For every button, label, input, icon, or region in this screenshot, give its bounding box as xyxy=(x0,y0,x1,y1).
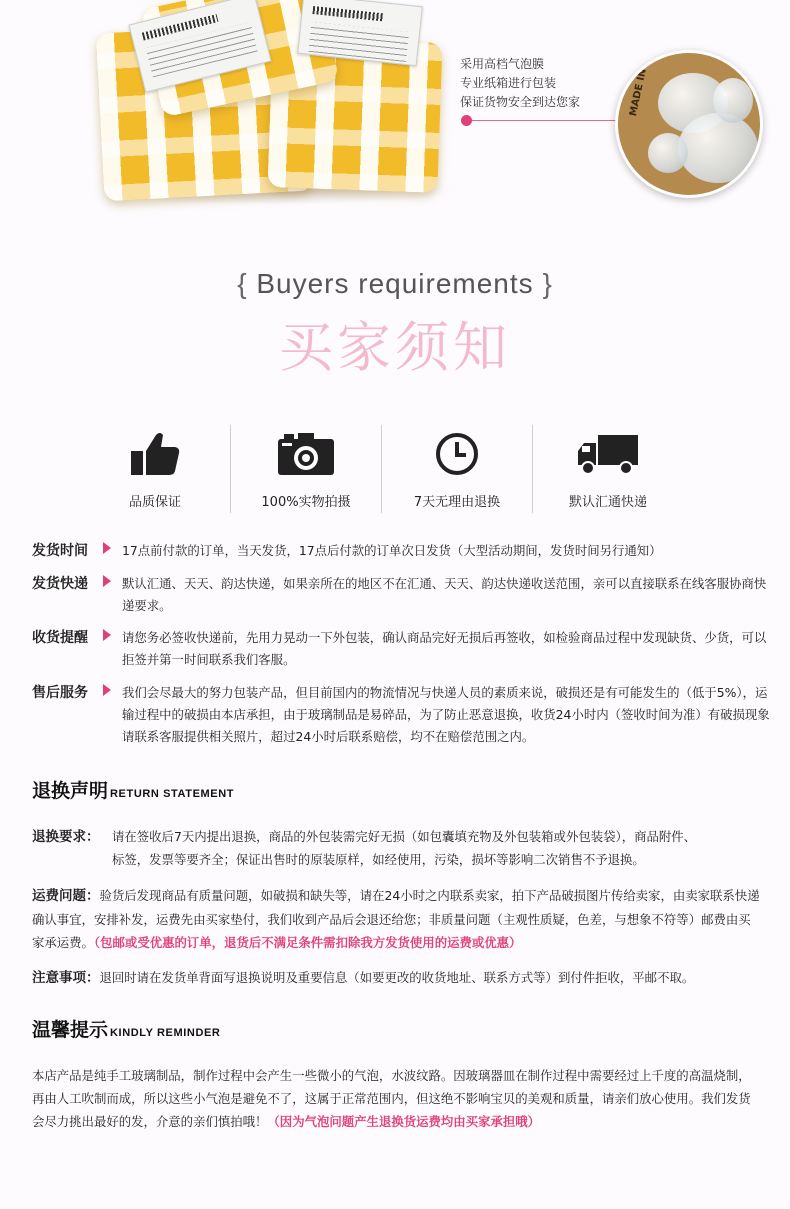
camera-icon xyxy=(276,431,336,477)
arrow-right-icon xyxy=(103,575,111,587)
attention-text: 退回时请在发货单背面写退换说明及重要信息（如要更改的收货地址、联系方式等）到付件拒收，平邮不取。 xyxy=(99,970,695,985)
arrow-right-icon xyxy=(103,542,111,554)
reminder-text: 本店产品是纯手工玻璃制品，制作过程中会产生一些微小的气泡，水波纹路。因玻璃器皿在制作过程中需要经过上千度的高温烧制，再由人工吹制而成，所以这些小气泡是避免不了，这属于正常范围内，但这绝不影响宝贝的美观和质量，请亲们放心使用。我们发货会尽力挑出最好的发，介意的亲们慎拍哦！ xyxy=(32,1068,751,1129)
reminder-section-header xyxy=(32,1015,220,1042)
return-requirement-line: 标签，发票等要齐全；保证出售时的原装原样，如经使用，污染，损坏等影响二次销售不予退换。 xyxy=(112,852,645,867)
feature-row xyxy=(80,425,710,520)
attention-paragraph xyxy=(32,966,762,990)
return-requirement-text xyxy=(112,825,762,871)
box-print-text: MADE IN C xyxy=(628,57,652,118)
reminder-paragraph xyxy=(32,1064,762,1133)
return-requirement-key: 退换要求： xyxy=(32,829,100,845)
feature-return-policy xyxy=(382,425,532,520)
packaging-note xyxy=(460,55,630,112)
feature-label: 品质保证 xyxy=(128,495,181,510)
callout-dot xyxy=(461,115,472,126)
notice-text: 我们会尽最大的努力包装产品，但目前国内的物流情况与快递人员的素质来说，破损还是有可能发生的（低于5%），运输过程中的破损由本店承担，由于玻璃制品是易碎品，为了防止恶意退换，收货24小时内（签收时间为准）有破损现象请联系客服提供相关照片，超过24小时后联系赔偿，均不在赔偿范围之内。 xyxy=(122,685,770,744)
freight-key: 运费问题： xyxy=(32,888,100,904)
title-english-text: Buyers requirements xyxy=(256,268,534,299)
truck-icon xyxy=(576,431,640,477)
feature-default-courier xyxy=(533,425,683,520)
section-title-cn: 温馨提示 xyxy=(32,1019,109,1041)
bubble-wrap-zoom xyxy=(615,50,763,198)
notice-key: 发货时间 xyxy=(32,543,88,559)
title-english xyxy=(0,268,790,300)
section-title-cn: 退换声明 xyxy=(32,780,109,802)
brace-open: { xyxy=(237,268,248,299)
arrow-right-icon xyxy=(103,629,111,641)
return-requirement-line: 请在签收后7天内提出退换，商品的外包装需完好无损（如包囊填充物及外包装箱或外包装袋），商品附件、 xyxy=(112,829,697,844)
notice-key: 售后服务 xyxy=(32,685,88,701)
packaging-photo xyxy=(0,0,790,230)
return-requirement xyxy=(32,825,762,867)
reminder-highlight: （因为气泡问题产生退换货运费均由买家承担哦） xyxy=(267,1114,541,1129)
notice-key: 发货快递 xyxy=(32,576,88,592)
title-chinese: 买家须知 xyxy=(279,316,511,379)
clock-icon xyxy=(434,431,480,477)
notice-key: 收货提醒 xyxy=(32,630,88,646)
arrow-right-icon xyxy=(103,684,111,696)
packaging-note-line: 采用高档气泡膜 xyxy=(460,57,545,71)
notice-text: 默认汇通、天天、韵达快递，如果亲所在的地区不在汇通、天天、韵达快递收送范围，亲可以直接联系在线客服协商快递要求。 xyxy=(122,576,767,613)
freight-paragraph xyxy=(32,884,762,954)
packaging-note-line: 专业纸箱进行包装 xyxy=(460,76,557,90)
feature-label: 默认汇通快递 xyxy=(568,495,647,510)
callout-line xyxy=(466,120,626,121)
brace-close: } xyxy=(542,268,553,299)
notice-text: 17点前付款的订单，当天发货，17点后付款的订单次日发货（大型活动期间，发货时间另行通知） xyxy=(122,543,662,558)
thumbs-up-icon xyxy=(129,431,181,477)
feature-quality xyxy=(80,425,230,520)
freight-text: 验货后发现商品有质量问题，如破损和缺失等，请在24小时之内联系卖家，拍下产品破损图片传给卖家，由卖家联系快递确认事宜，安排补发，运费先由买家垫付，我们收到产品后会退还给您；非质量问题（主观性质疑，色差，与想象不符等）邮费由买家承运费。 xyxy=(32,888,760,950)
attention-key: 注意事项： xyxy=(32,970,100,986)
feature-real-photo xyxy=(231,425,381,520)
section-title-en: RETURN STATEMENT xyxy=(110,788,235,800)
feature-label: 7天无理由退换 xyxy=(413,495,501,510)
packaging-note-line: 保证货物安全到达您家 xyxy=(460,95,581,109)
notice-text: 请您务必签收快递前，先用力晃动一下外包装，确认商品完好无损后再签收，如检验商品过程中发现缺货、少货，可以拒签并第一时间联系我们客服。 xyxy=(122,630,767,667)
section-title-en: KINDLY REMINDER xyxy=(110,1027,221,1039)
return-section-header xyxy=(32,776,234,803)
feature-label: 100%实物拍摄 xyxy=(261,495,351,510)
freight-highlight: （包邮或受优惠的订单，退货后不满足条件需扣除我方发货使用的运费或优惠） xyxy=(93,935,522,950)
